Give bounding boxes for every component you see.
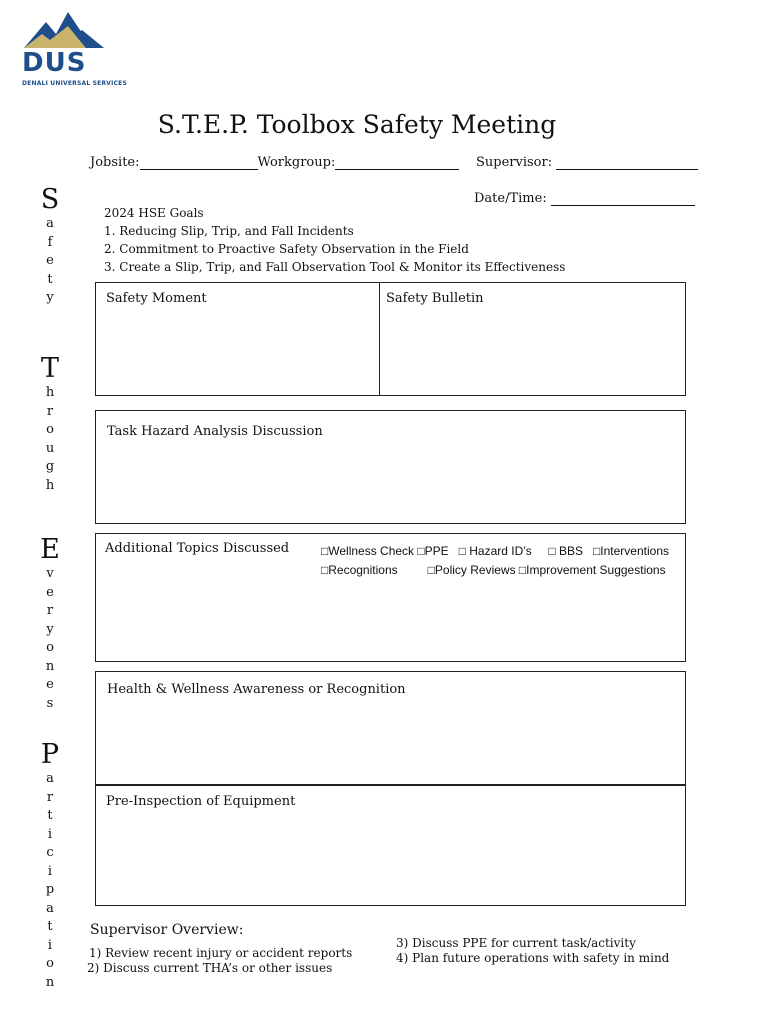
checkbox-wellness-check[interactable]: □Wellness Check <box>321 544 415 558</box>
topic-options-row2 <box>321 563 666 577</box>
acronym-letter: h <box>45 477 55 493</box>
overview-item: 1) Review recent injury or accident reports <box>89 946 353 960</box>
pre-inspection-box[interactable] <box>95 785 686 906</box>
overview-item: 3) Discuss PPE for current task/activity <box>396 936 636 950</box>
datetime-line[interactable] <box>551 191 695 206</box>
jobsite-line[interactable] <box>140 155 258 170</box>
acronym-letter: e <box>46 253 54 268</box>
acronym-letter: r <box>46 603 54 618</box>
supervisor-line[interactable] <box>556 155 698 170</box>
acronym-letter: i <box>47 863 53 879</box>
checkbox-recognitions[interactable]: □Recognitions <box>321 563 398 577</box>
acronym-letter: p <box>45 882 55 897</box>
acronym-letter: a <box>46 216 54 231</box>
acronym-letter: e <box>46 677 54 692</box>
safety-moment-label: Safety Moment <box>106 291 207 306</box>
acronym-letter: t <box>47 271 53 287</box>
supervisor-label: Supervisor: <box>476 155 553 170</box>
checkbox-hazard-ids[interactable]: □ Hazard ID’s <box>458 544 532 558</box>
checkbox-improvement-suggestions[interactable]: □Improvement Suggestions <box>518 563 666 577</box>
acronym-letter: r <box>46 789 54 805</box>
task-hazard-box[interactable] <box>95 410 686 524</box>
additional-topics-label: Additional Topics Discussed <box>105 541 290 556</box>
task-hazard-label: Task Hazard Analysis Discussion <box>107 424 323 439</box>
workgroup-label: Workgroup: <box>257 155 336 170</box>
workgroup-line[interactable] <box>335 155 459 170</box>
acronym-through <box>38 354 62 495</box>
jobsite-label: Jobsite: <box>90 155 140 170</box>
acronym-letter: f <box>47 234 53 250</box>
acronym-letter: a <box>46 771 54 786</box>
acronym-letter: i <box>47 826 53 842</box>
acronym-letter: o <box>46 640 54 655</box>
checkbox-policy-reviews[interactable]: □Policy Reviews <box>427 563 516 577</box>
acronym-letter: a <box>46 900 54 916</box>
acronym-letter: i <box>47 937 53 953</box>
acronym-letter: n <box>45 658 55 674</box>
column-divider <box>379 283 380 395</box>
acronym-letter-t: T <box>40 353 59 384</box>
page-title: S.T.E.P. Toolbox Safety Meeting <box>157 110 557 139</box>
acronym-letter-s: S <box>40 184 60 215</box>
acronym-letter: y <box>46 290 54 305</box>
datetime-label: Date/Time: <box>474 191 547 206</box>
goals-heading: 2024 HSE Goals <box>104 206 204 220</box>
safety-moment-bulletin-box[interactable] <box>95 282 686 396</box>
logo-subtitle: DENALI UNIVERSAL SERVICES <box>22 80 127 87</box>
hse-goals <box>104 204 565 276</box>
acronym-letter: t <box>47 919 53 934</box>
acronym-safety <box>38 185 62 308</box>
acronym-everyones <box>38 535 62 713</box>
company-logo <box>20 8 110 53</box>
acronym-letter: y <box>46 621 54 637</box>
goal-item: 2. Commitment to Proactive Safety Observation in the Field <box>104 242 469 256</box>
topic-options-row1 <box>321 544 669 558</box>
safety-bulletin-label: Safety Bulletin <box>386 291 484 306</box>
checkbox-ppe[interactable]: □PPE <box>417 544 449 558</box>
acronym-letter: t <box>47 808 53 823</box>
acronym-letter: n <box>45 974 55 990</box>
health-wellness-box[interactable] <box>95 671 686 785</box>
acronym-participation <box>38 740 62 992</box>
acronym-letter-e: E <box>40 534 60 565</box>
acronym-letter: c <box>46 845 54 860</box>
acronym-letter: v <box>46 566 54 581</box>
supervisor-field[interactable] <box>476 155 698 170</box>
acronym-letter: g <box>45 459 55 474</box>
checkbox-interventions[interactable]: □Interventions <box>593 544 669 558</box>
acronym-letter: r <box>46 403 54 419</box>
acronym-letter: h <box>45 385 55 400</box>
acronym-letter: s <box>46 695 54 711</box>
acronym-letter-p: P <box>40 739 60 770</box>
logo-wordmark: DUS <box>22 48 87 78</box>
overview-item: 2) Discuss current THA’s or other issues <box>87 961 333 975</box>
additional-topics-box[interactable] <box>95 533 686 662</box>
acronym-letter: e <box>46 584 54 600</box>
acronym-letter: u <box>45 440 55 456</box>
goal-item: 3. Create a Slip, Trip, and Fall Observation Tool & Monitor its Effectiveness <box>104 260 566 274</box>
health-wellness-label: Health & Wellness Awareness or Recognition <box>107 682 406 697</box>
acronym-letter: o <box>46 956 54 971</box>
pre-inspection-label: Pre-Inspection of Equipment <box>106 794 296 809</box>
acronym-letter: o <box>46 422 54 437</box>
jobsite-field[interactable] <box>90 155 459 170</box>
checkbox-bbs[interactable]: □ BBS <box>548 544 584 558</box>
overview-item: 4) Plan future operations with safety in mind <box>396 951 670 965</box>
goal-item: 1. Reducing Slip, Trip, and Fall Incidents <box>104 224 354 238</box>
supervisor-overview-heading: Supervisor Overview: <box>90 922 244 938</box>
